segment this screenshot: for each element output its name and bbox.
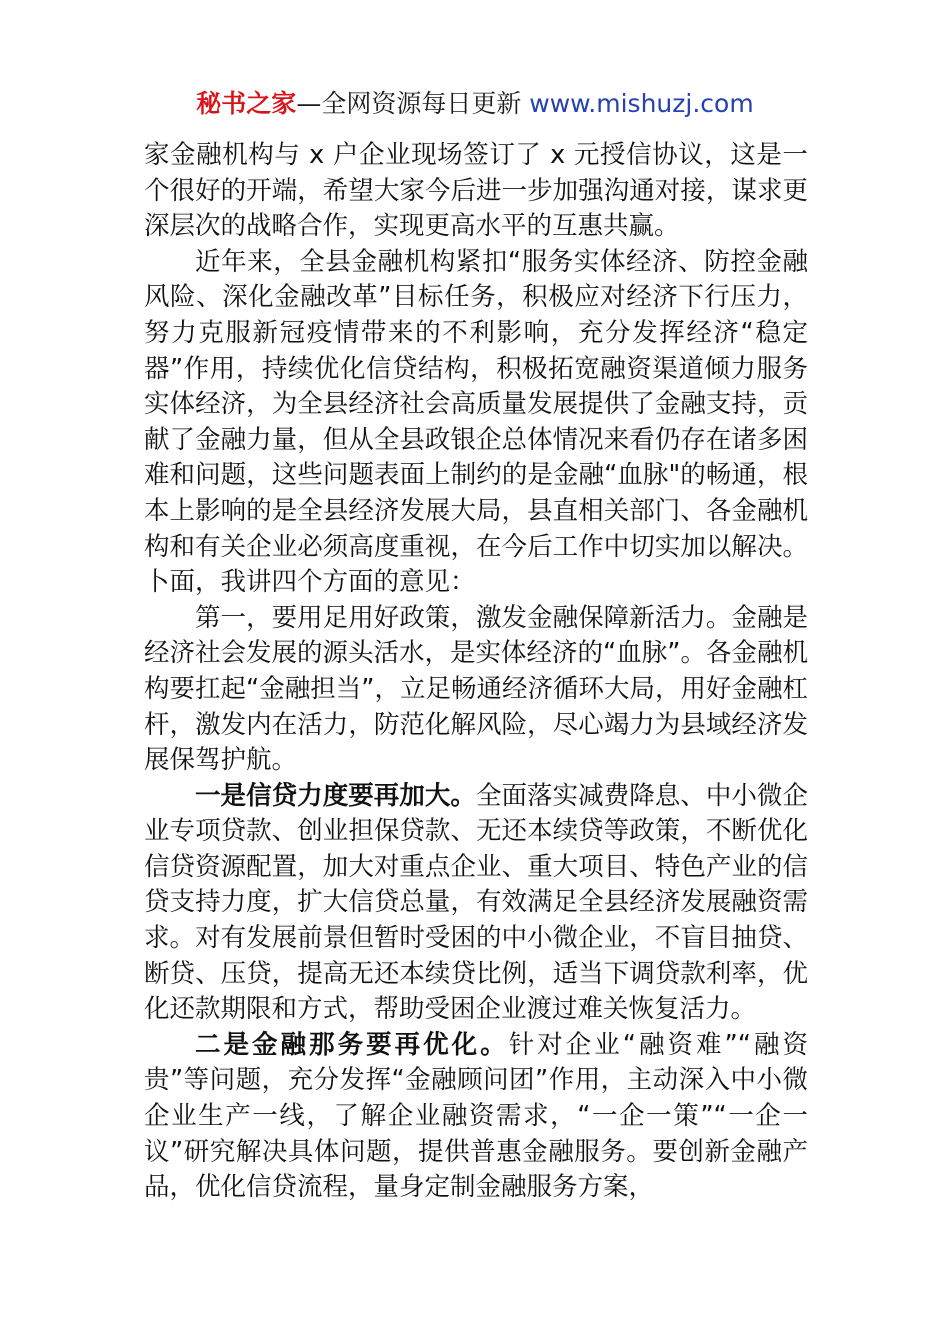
paragraph-section-one	[144, 601, 808, 779]
paragraph-text: 家金融机构与 x 户企业现场签订了 x 元授信协议，这是一个很好的开端，希望大家今后进一步加强沟通对接，谋求更深层次的战略合作，实现更高水平的互惠共赢。	[144, 140, 808, 242]
document-body	[144, 138, 808, 1206]
paragraph-text: 近年来，全县金融机构紧扣“服务实体经济、防控金融风险、深化金融改革”目标任务，积极应对经济下行压力，努力克服新冠疫情带来的不利影响，充分发挥经济“稳定器”作用，持续优化信贷结构，积极拓宽融资渠道倾力服务实体经济，为全县经济社会高质量发展提供了金融支持，贡献了金融力量，但从全县政银企总体情况来看仍存在诸多困难和问题，这些问题表面上制约的是金融“血脉"的畅通，根本上影响的是全县经济发展大局，县直相关部门、各金融机构和有关企业必须高度重视，在今后工作中切实加以解决。卜面，我讲四个方面的意见：	[144, 246, 808, 598]
paragraph-text: 针对企业“融资难”“融资贵”等问题，充分发挥“金融顾问团”作用，主动深入中小微企业生产一线，了解企业融资需求，“一企一策”“一企一议”研究解决具体问题，提供普惠金融服务。要创新金融产品，优化信贷流程，量身定制金融服务方案，	[144, 1029, 808, 1203]
site-url-link[interactable]: www.mishuzj.com	[529, 89, 754, 118]
site-brand: 秘书之家	[196, 89, 297, 118]
paragraph-text: 第一，要用足用好政策，激发金融保障新活力。金融是经济社会发展的源头活水，是实体经济的“血脉”。各金融机构要扛起“金融担当”，立足畅通经济循环大局，用好金融杠杆，激发内在活力，防范化解风险，尽心竭力为县域经济发展保驾护航。	[144, 602, 808, 776]
paragraph-overview	[144, 245, 808, 601]
paragraph-lead-heading: 二是金融那务要再优化。	[195, 1029, 509, 1060]
paragraph-lead-heading: 一是信贷力度要再加大。	[195, 780, 476, 811]
paragraph-continuation	[144, 138, 808, 245]
paragraph-service	[144, 1028, 808, 1206]
site-tagline: —全网资源每日更新	[296, 89, 530, 118]
paragraph-credit	[144, 779, 808, 1028]
site-header	[0, 86, 950, 122]
paragraph-text: 全面落实减费降息、中小微企业专项贷款、创业担保贷款、无还本续贷等政策，不断优化信贷资源配置，加大对重点企业、重大项目、特色产业的信贷支持力度，扩大信贷总量，有效满足全县经济发展融资需求。对有发展前景但暂时受困的中小微企业，不盲目抽贷、断贷、压贷，提高无还本续贷比例，适当下调贷款利率，优化还款期限和方式，帮助受困企业渡过难关恢复活力。	[144, 780, 808, 1025]
